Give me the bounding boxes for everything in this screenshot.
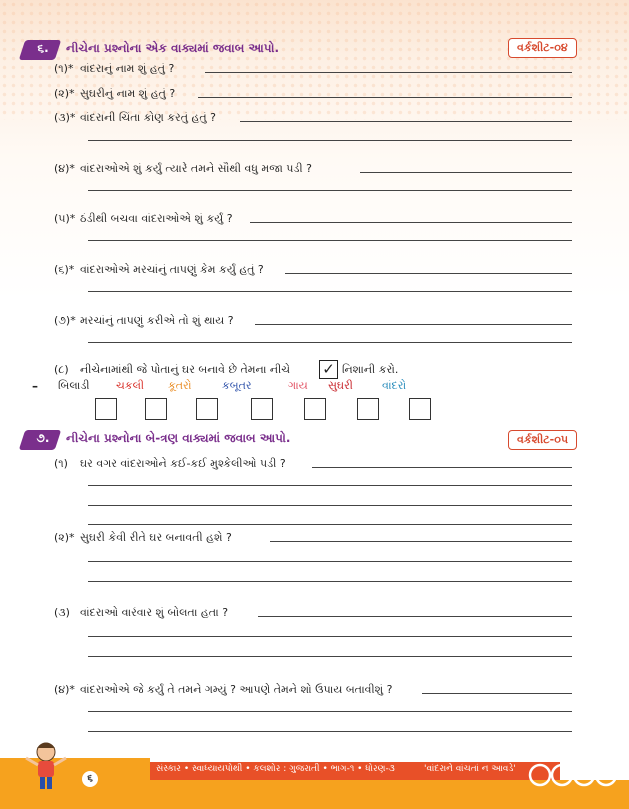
option-checkbox[interactable] [95, 398, 117, 420]
answer-line[interactable] [205, 72, 572, 73]
answer-line[interactable] [88, 524, 572, 525]
answer-line[interactable] [88, 636, 572, 637]
option-checkbox[interactable] [196, 398, 218, 420]
answer-line[interactable] [285, 273, 572, 274]
answer-line[interactable] [312, 467, 572, 468]
options-row [54, 379, 474, 399]
answer-line[interactable] [88, 342, 572, 343]
answer-line[interactable] [270, 541, 572, 542]
answer-line[interactable] [88, 140, 572, 141]
option-checkbox[interactable] [251, 398, 273, 420]
answer-line[interactable] [360, 172, 572, 173]
worksheet-label: વર્કશીટ-૦૫ [508, 430, 577, 450]
question-1: (૧)* વાંદરાનું નામ શું હતું ? [54, 62, 175, 75]
answer-line[interactable] [88, 656, 572, 657]
worksheet-label: વર્કશીટ-૦૪ [508, 38, 577, 58]
section-number: ૬. [37, 41, 49, 55]
option-checkbox[interactable] [409, 398, 431, 420]
section-6-header [22, 38, 522, 62]
answer-line[interactable] [88, 561, 572, 562]
option-label: ગાય [288, 379, 308, 392]
answer-line[interactable] [240, 121, 572, 122]
answer-line[interactable] [88, 711, 572, 712]
answer-line[interactable] [258, 616, 572, 617]
option-dash: – [32, 379, 38, 393]
question-4: (૪)* વાંદરાઓએ જે કર્યું તે તમને ગમ્યું ? આપણે તેમને શો ઉપાય બતાવીશું ? [54, 683, 393, 696]
answer-line[interactable] [198, 97, 572, 98]
section-title: નીચેના પ્રશ્નોના બે-ત્રણ વાક્યમાં જવાબ આપો. [66, 431, 291, 445]
footer-text: સંસ્કાર • સ્વાધ્યાયપોથી • કલશોર : ગુજરાતી • ભાગ-૧ • ધોરણ-૩ [156, 764, 395, 774]
answer-line[interactable] [88, 581, 572, 582]
answer-line[interactable] [255, 324, 572, 325]
answer-line[interactable] [250, 222, 572, 223]
option-label: કૂતરો [168, 379, 192, 392]
footer-quote: 'વાંદરાને વાંચતાં ન આવડે' [424, 764, 516, 774]
option-checkbox[interactable] [304, 398, 326, 420]
option-label: સુઘરી [328, 379, 353, 392]
option-label: બિલાડી [58, 379, 90, 392]
answer-line[interactable] [422, 693, 572, 694]
option-checkbox[interactable] [357, 398, 379, 420]
answer-line[interactable] [88, 240, 572, 241]
page-number: ૬ [82, 771, 98, 787]
option-label: ચકલી [116, 379, 145, 392]
question-7: (૭)* મરચાંનું તાપણું કરીએ તો શું થાય ? [54, 314, 234, 327]
question-1: (૧) ઘર વગર વાંદરાઓને કઈ-કઈ મુશ્કેલીઓ પડી ? [54, 457, 286, 470]
question-8: (૮) નીચેનામાંથી જે પોતાનું ઘર બનાવે છે તેમના નીચે [54, 363, 291, 376]
question-4: (૪)* વાંદરાઓએ શું કર્યું ત્યારે તમને સૌથી વધુ મજા પડી ? [54, 162, 312, 175]
answer-line[interactable] [88, 190, 572, 191]
question-6: (૬)* વાંદરાઓએ મરચાંનું તાપણું કેમ કર્યું હતું ? [54, 263, 264, 276]
question-2: (૨)* સુઘરીનું નામ શું હતું ? [54, 87, 176, 100]
answer-line[interactable] [88, 731, 572, 732]
question-2: (૨)* સુઘરી કેવી રીતે ઘર બનાવતી હશે ? [54, 531, 232, 544]
check-mark-icon: ✓ [319, 360, 338, 379]
question-3: (૩)* વાંદરાની ચિંતા કોણ કરતું હતું ? [54, 111, 216, 124]
question-3: (૩) વાંદરાઓ વારંવાર શું બોલતા હતા ? [54, 606, 229, 619]
option-checkbox[interactable] [145, 398, 167, 420]
answer-line[interactable] [88, 505, 572, 506]
child-illustration [14, 738, 84, 798]
section-number: ૭. [36, 431, 50, 445]
answer-line[interactable] [88, 291, 572, 292]
answer-line[interactable] [88, 485, 572, 486]
question-8-suffix: નિશાની કરો. [342, 363, 399, 376]
section-title: નીચેના પ્રશ્નોના એક વાક્યમાં જવાબ આપો. [66, 41, 280, 55]
section-7-header [22, 428, 522, 452]
decorative-rings-icon [528, 760, 628, 790]
option-label: કબૂતર [222, 379, 252, 392]
question-5: (૫)* ઠંડીથી બચવા વાંદરાઓએ શું કર્યું ? [54, 212, 233, 225]
option-label: વાંદરો [382, 379, 407, 392]
